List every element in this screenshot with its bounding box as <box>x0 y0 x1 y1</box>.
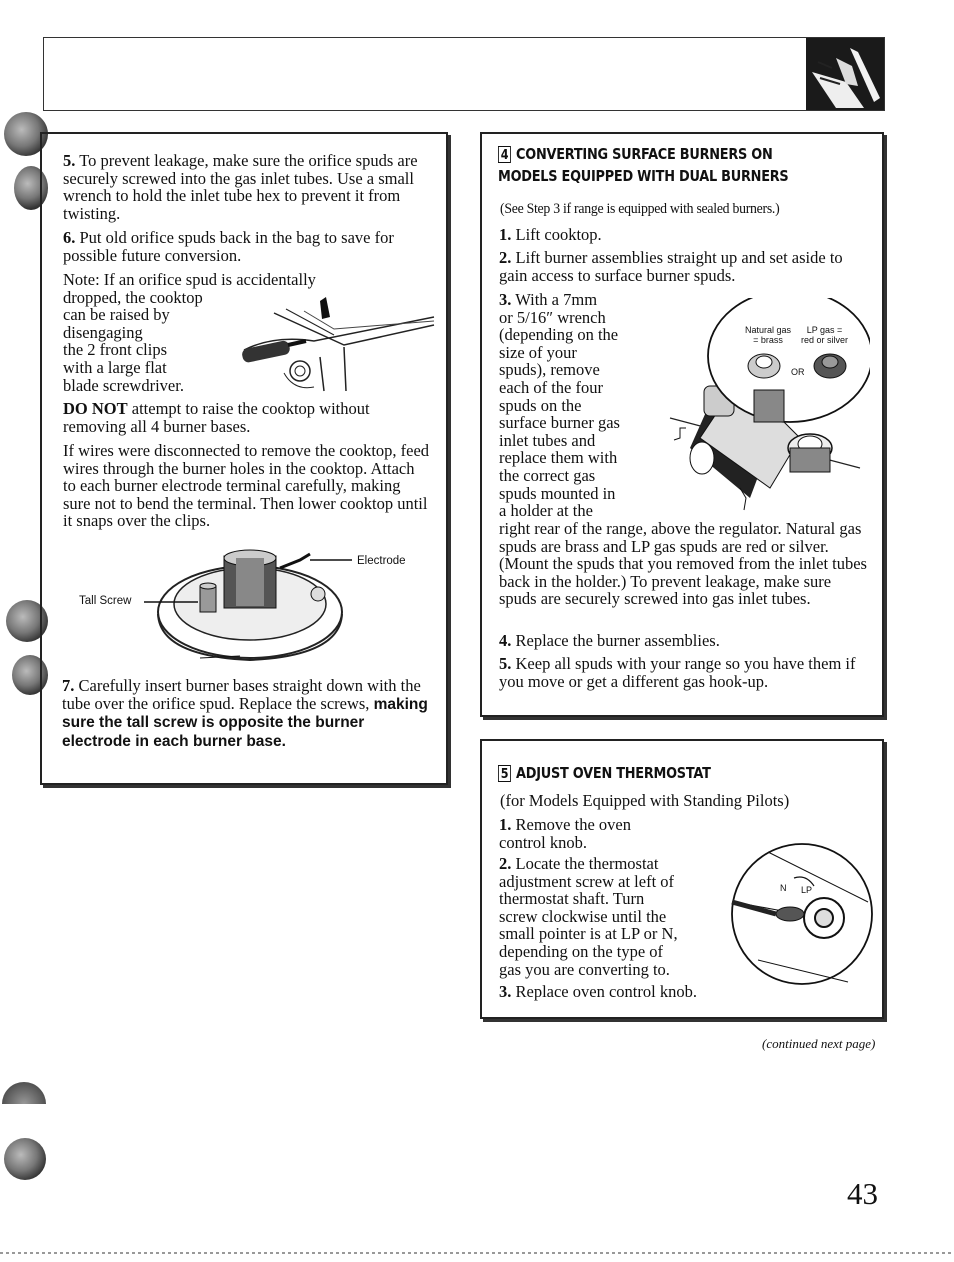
step-number: 1. <box>499 815 512 834</box>
arrow-up-icon <box>320 297 330 319</box>
do-not-text: attempt to raise the cooktop without removing all 4 burner bases. <box>63 399 370 436</box>
wires-text: If wires were disconnected to remove the cooktop, feed wires through the burner holes in the cooktop. Attach to each burner electrode terminal carefully, making sure not to bend the terminal. Then lower cooktop until it snaps over the clips. <box>63 441 430 531</box>
step-number: 2. <box>499 248 512 267</box>
cooktop-clip-figure <box>234 295 438 395</box>
sec4-step-4 <box>499 632 869 650</box>
tall-screw-label: Tall Screw <box>79 595 132 607</box>
section-4-subtitle: (See Step 3 if range is equipped with sealed burners.) <box>500 201 780 217</box>
section-5-subtitle: (for Models Equipped with Standing Pilots) <box>500 791 790 810</box>
section-5-title <box>498 762 711 784</box>
step2-line: Locate the thermostat <box>515 854 659 873</box>
sec5-step-1 <box>499 816 719 851</box>
do-not-label: DO NOT <box>63 399 128 418</box>
step3-line: With a 7mm <box>515 290 598 309</box>
red-or-silver-text: red or silver <box>801 335 849 345</box>
section-title-line <box>498 165 825 187</box>
step-number: 1. <box>499 225 512 244</box>
step1-line: Remove the oven <box>515 815 631 834</box>
left-step-5 <box>63 152 433 222</box>
step-number: 7. <box>62 676 75 695</box>
step-number-box: 5 <box>498 765 511 782</box>
step3-line: or 5/16″ wrench <box>499 307 606 327</box>
step3-line: a holder at the <box>499 501 593 521</box>
note-line: the 2 front clips <box>63 340 168 360</box>
step-text: To prevent leakage, make sure the orifice spuds are securely screwed into the gas inlet tubes. Use a small wrench to hold the inlet tube hex to prevent it from twisting. <box>63 151 418 223</box>
left-step-6 <box>63 229 433 264</box>
thermostat-figure <box>728 842 876 992</box>
section-title-line <box>498 143 825 165</box>
header-banner <box>43 37 885 111</box>
sec4-step-1 <box>499 226 602 244</box>
do-not-warning <box>63 400 433 435</box>
step3-line: spuds), remove <box>499 360 600 380</box>
step-bold-text: making sure the tall screw is opposite the burner electrode in each burner base. <box>62 695 428 750</box>
step3-line: spuds mounted in <box>499 483 616 503</box>
natural-gas-text: Natural gas <box>745 325 792 335</box>
sec5-step-2 <box>499 855 719 978</box>
sec4-step-3-rest: right rear of the range, above the regulator. Natural gas spuds are brass and LP gas spuds are red or silver. (Mount the spuds that you removed from the inlet tubes back in the holder.) To prevent leakage, make sure spuds are securely screwed into gas inlet tubes. <box>499 519 867 609</box>
step-number: 5. <box>63 151 76 170</box>
note-line: with a large flat <box>63 357 167 377</box>
sec4-step-5 <box>499 655 871 690</box>
note-line: can be raised by <box>63 305 170 325</box>
or-label: OR <box>791 367 805 377</box>
page-number: 43 <box>847 1176 878 1211</box>
wires-paragraph <box>63 442 431 530</box>
dial-n-label: N <box>780 883 787 893</box>
step2-line: depending on the type of <box>499 941 664 961</box>
bottom-scan-line <box>0 1252 954 1254</box>
step-text: Carefully insert burner bases straight down with the tube over the orifice spud. Replace the screws, <box>62 676 421 713</box>
sec4-step-3-narrow <box>499 291 669 520</box>
margin-dot <box>4 1138 46 1180</box>
step2-line: screw clockwise until the <box>499 906 667 926</box>
step3-line: replace them with <box>499 448 618 468</box>
screwdriver-icon <box>241 340 291 364</box>
step-text: Replace oven control knob. <box>515 982 697 1001</box>
step2-line: gas you are converting to. <box>499 959 670 979</box>
continued-note: (continued next page) <box>762 1036 876 1051</box>
step3-line: the correct gas <box>499 465 596 485</box>
electrode-label: Electrode <box>357 555 406 567</box>
wrench-hand-icon <box>806 38 884 110</box>
step2-line: adjustment screw at left of <box>499 871 675 891</box>
margin-half-dot <box>2 1082 46 1104</box>
step3-line: each of the four <box>499 377 603 397</box>
dial-lp-label: LP <box>801 885 813 895</box>
step-number: 4. <box>499 631 512 650</box>
title-text: CONVERTING SURFACE BURNERS ON <box>516 145 773 163</box>
note-line: dropped, the cooktop <box>63 287 203 307</box>
left-step-7 <box>62 677 434 750</box>
note-line: blade screwdriver. <box>63 375 184 395</box>
step-text: Keep all spuds with your range so you have them if you move or get a different gas hook-up. <box>499 654 856 691</box>
step3-line: (depending on the <box>499 325 619 345</box>
step-text: Replace the burner assemblies. <box>515 631 720 650</box>
step-text: Lift burner assemblies straight up and set aside to gain access to surface burner spuds. <box>499 248 843 285</box>
burner-base-figure <box>140 546 360 670</box>
note-line: Note: If an orifice spud is accidentally <box>63 270 316 289</box>
step-number: 6. <box>63 228 76 247</box>
electrode-icon <box>280 554 310 568</box>
step2-line: small pointer is at LP or N, <box>499 924 678 944</box>
lp-gas-label <box>801 325 848 345</box>
step-text: Put old orifice spuds back in the bag to save for possible future conversion. <box>63 228 394 265</box>
sec4-step-2 <box>499 249 869 284</box>
step-number: 3. <box>499 982 512 1001</box>
note-line: disengaging <box>63 322 143 342</box>
step2-line: thermostat shaft. Turn <box>499 889 645 909</box>
adjustment-screw-icon <box>776 907 804 921</box>
section-4-title <box>498 143 878 187</box>
step-text: Lift cooktop. <box>515 225 602 244</box>
header-wrench-graphic <box>806 38 884 110</box>
step-number: 3. <box>499 290 512 309</box>
natural-gas-label <box>745 325 791 345</box>
step3-line: spuds on the <box>499 395 582 415</box>
title-text: MODELS EQUIPPED WITH DUAL BURNERS <box>498 167 789 185</box>
step3-line: surface burner gas <box>499 413 620 433</box>
step-number-box: 4 <box>498 146 511 163</box>
title-text: ADJUST OVEN THERMOSTAT <box>516 764 711 782</box>
step-number: 5. <box>499 654 512 673</box>
brass-text: = brass <box>753 335 783 345</box>
step3-line: size of your <box>499 342 577 362</box>
step-number: 2. <box>499 854 512 873</box>
step3-line: inlet tubes and <box>499 430 596 450</box>
tall-screw-icon <box>200 586 216 612</box>
lp-gas-text: LP gas = <box>806 325 843 335</box>
step1-line: control knob. <box>499 832 587 852</box>
